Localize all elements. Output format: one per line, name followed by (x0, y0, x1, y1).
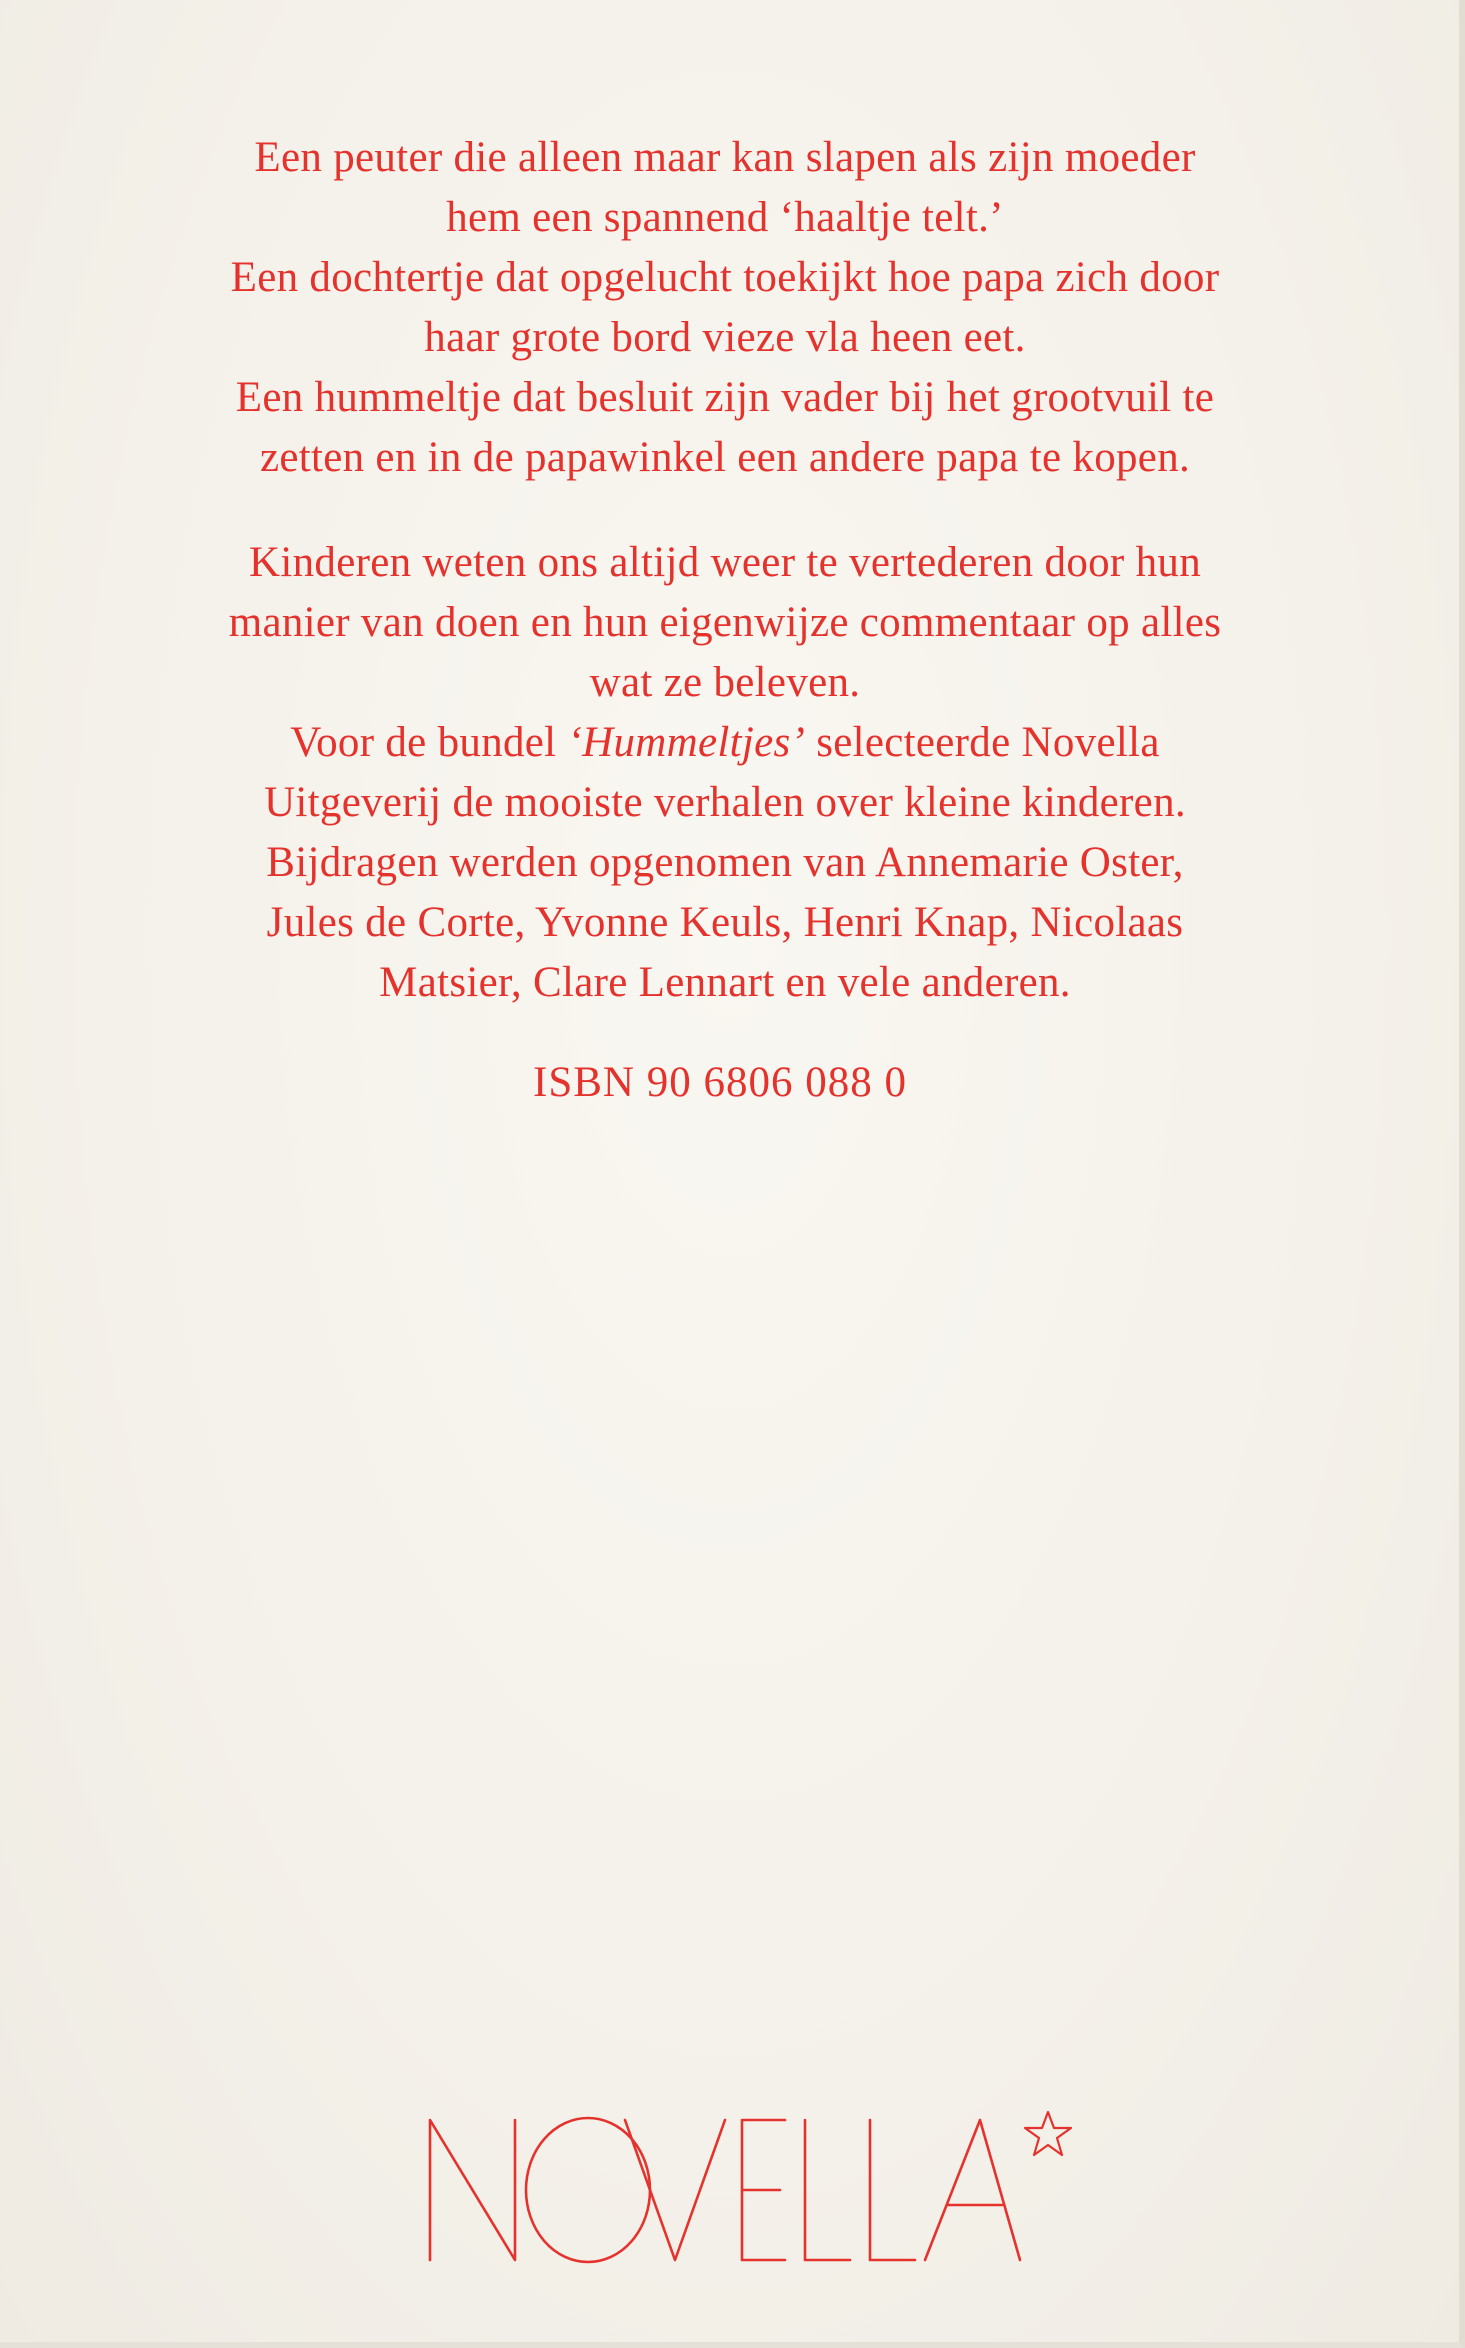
blurb-line: Kinderen weten ons altijd weer te vertederen door hun (249, 539, 1201, 586)
blurb-text: selecteerde Novella (805, 719, 1160, 766)
blurb-line: Matsier, Clare Lennart en vele anderen. (379, 959, 1071, 1006)
blurb-line: Een dochtertje dat opgelucht toekijkt hoe papa zich door (230, 254, 1220, 301)
star-icon (1025, 2112, 1071, 2155)
blurb-line: zetten en in de papawinkel een andere papa te kopen. (259, 434, 1191, 481)
blurb-line: wat ze beleven. (589, 659, 861, 706)
blurb-line (90, 713, 1360, 773)
blurb-line: manier van doen en hun eigenwijze commentaar op alles (228, 599, 1222, 646)
blurb-line: haar grote bord vieze vla heen eet. (424, 314, 1026, 361)
blurb-line: Uitgeverij de mooiste verhalen over kleine kinderen. (264, 779, 1186, 826)
blurb-line: Een hummeltje dat besluit zijn vader bij het grootvuil te (235, 374, 1215, 421)
blurb-paragraph-2 (90, 533, 1360, 1013)
blurb-line: Jules de Corte, Yvonne Keuls, Henri Knap, Nicolaas (266, 899, 1184, 946)
publisher-logo (420, 2100, 1080, 2270)
blurb-line: Een peuter die alleen maar kan slapen als zijn moeder (254, 134, 1196, 181)
blurb-paragraph-1 (90, 128, 1360, 488)
blurb-line: hem een spannend ‘haaltje telt.’ (446, 194, 1004, 241)
blurb-text: Voor de bundel (290, 719, 568, 766)
book-title: ‘Hummeltjes’ (567, 719, 806, 766)
blurb-line: Bijdragen werden opgenomen van Annemarie Oster, (266, 839, 1184, 886)
isbn-number: ISBN 90 6806 088 0 (533, 1059, 907, 1106)
